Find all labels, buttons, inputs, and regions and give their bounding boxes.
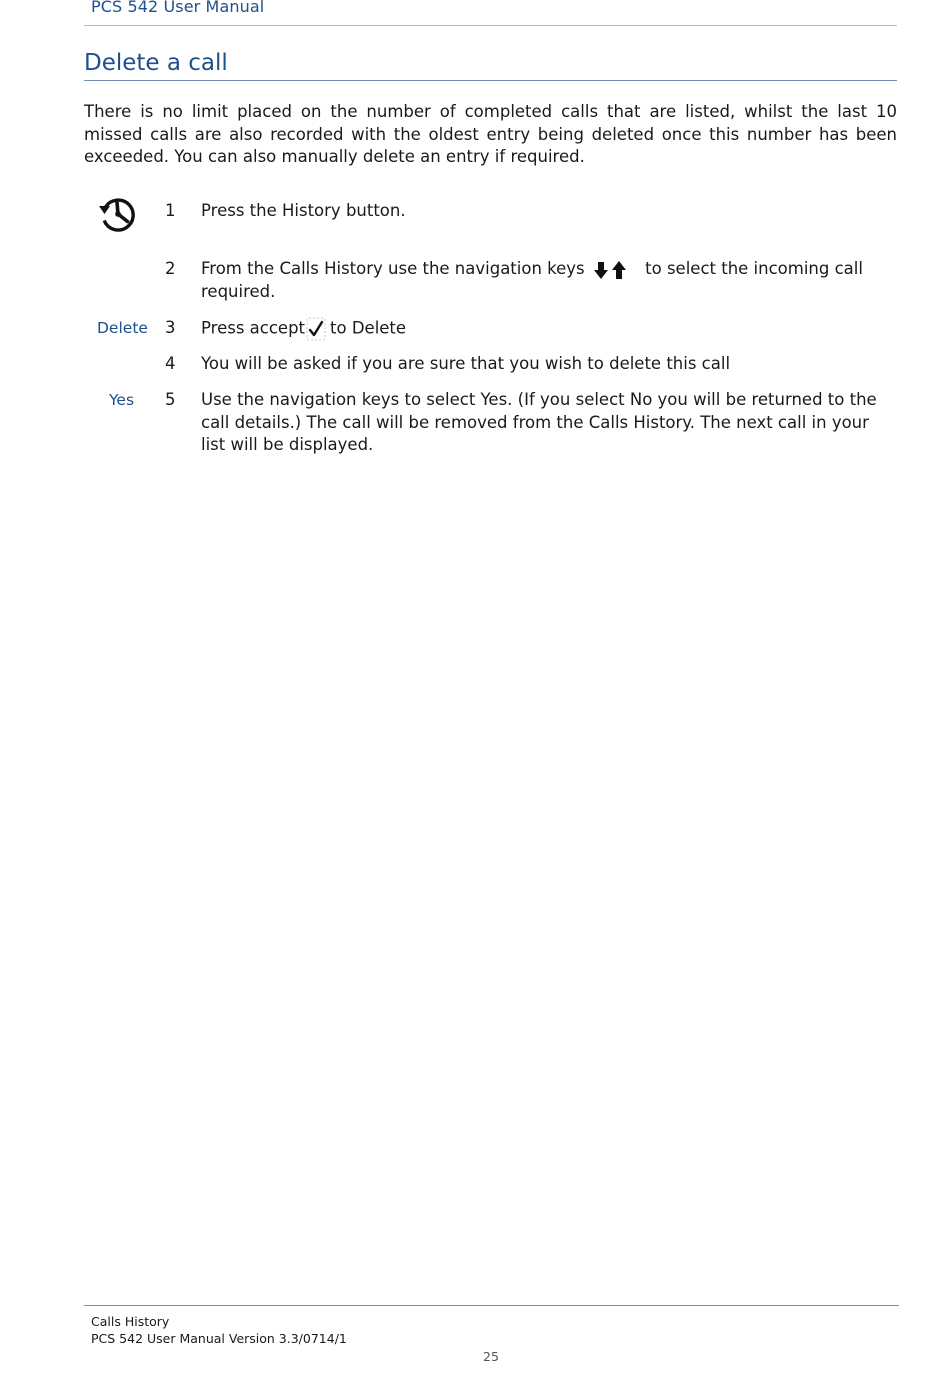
step-text-1: Press the History button. — [201, 201, 406, 220]
header-rule — [84, 25, 897, 26]
step-number-4: 4 — [165, 354, 176, 373]
step-text-4: You will be asked if you are sure that you wish to delete this call — [201, 354, 731, 373]
down-up-arrow-keys-icon — [594, 259, 632, 281]
step-2-text-before: From the Calls History use the navigation keys — [201, 259, 585, 278]
title-rule — [84, 80, 897, 81]
footer-chapter: Calls History — [91, 1314, 170, 1329]
running-header: PCS 542 User Manual — [91, 0, 265, 16]
footer-version: PCS 542 User Manual Version 3.3/0714/1 — [91, 1331, 347, 1346]
step-3-text-before: Press accept — [201, 318, 306, 338]
softkey-delete: Delete — [97, 319, 148, 337]
step-number-3: 3 — [165, 318, 176, 337]
step-text-3 — [201, 317, 891, 341]
softkey-yes: Yes — [109, 391, 135, 409]
intro-paragraph: There is no limit placed on the number of completed calls that are listed, whilst the last 10 missed calls are also recorded with the oldest entry being deleted once this number has been exceeded. You can also manually delete an entry if required. — [84, 102, 897, 166]
page-number: 25 — [483, 1349, 499, 1364]
footer-rule — [84, 1305, 899, 1306]
section-title: Delete a call — [84, 50, 228, 76]
step-number-5: 5 — [165, 390, 176, 409]
step-text-5: Use the navigation keys to select Yes. (If you select No you will be returned to the call details.) The call will be removed from the Calls History. The next call in your list will be displayed. — [201, 390, 877, 454]
accept-checkmark-icon — [306, 317, 326, 341]
step-text-2 — [201, 258, 891, 303]
history-clock-icon — [97, 193, 139, 235]
step-number-2: 2 — [165, 259, 176, 278]
step-3-text-after: to Delete — [330, 318, 407, 338]
step-2-text-after: to select the incoming call required. — [201, 259, 863, 301]
step-number-1: 1 — [165, 201, 176, 220]
